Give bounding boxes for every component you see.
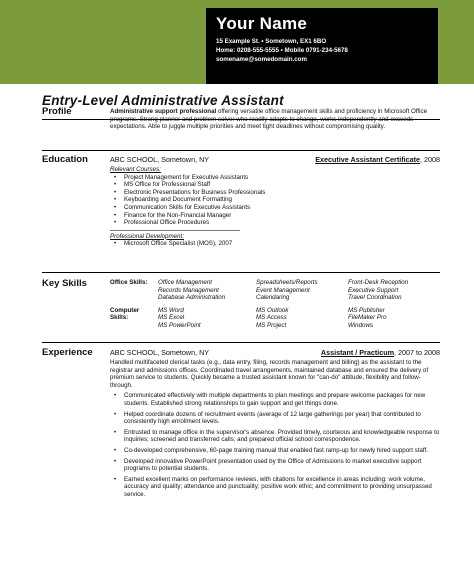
divider: [110, 230, 240, 231]
skill: MS Access: [256, 314, 287, 322]
list-item: • Earned excellent marks on performance reviews, with citations for excellence in areas including: work volume, accuracy and quality; attendance and punctuality; positive work ethic; and commitment to providing unsurpassed service.: [110, 476, 440, 499]
skill: Front-Desk Reception: [348, 279, 409, 286]
list-item: • Entrusted to manage office in the supervisor's absence. Provided timely, courteous and knowledgeable response to inquiries; screened and transferred calls; and prepared official school correspondence.: [110, 429, 440, 444]
education-school: ABC SCHOOL, Sometown, NY: [110, 155, 210, 164]
experience-row: [110, 348, 440, 357]
experience-summary: Handled multifaceted clerical tasks (e.g., data entry, filing, records management and billing) as the assistant to the registrar and admissions offices. Coordinated travel arrangements, maintained database and ensured the delivery of premium service to students. Quickly became a trusted assistant known for "can-do" attitude, flexibility and follow-through.: [110, 359, 429, 389]
experience-years: , 2007 to 2008: [394, 348, 440, 357]
list-item: • Developed innovative PowerPoint presentation used by the Office of Admissions to market executive support programs to potential students.: [110, 458, 440, 473]
skill: Records Management: [158, 286, 219, 294]
list-item: • Communicated effectively with multiple departments to plan meetings and prepare welcome packages for new students. Established strong relationships to gain support and get things done.: [110, 392, 440, 407]
skill: Spreadsheets/Reports: [256, 279, 318, 286]
skills-rule: [42, 272, 440, 273]
skills-block: [110, 279, 440, 330]
skill: MS PowerPoint: [158, 321, 201, 329]
skill: Executive Support: [348, 286, 399, 294]
education-year: , 2008: [420, 155, 440, 164]
address: 15 Example St. • Sometown, EX1 6BO: [216, 38, 327, 45]
experience-rule: [42, 342, 440, 343]
skill-column: [256, 279, 348, 302]
experience-bullets: [110, 392, 440, 498]
list-item: • Communication Skills for Executive Assistants: [110, 204, 440, 212]
computer-skills-label: Computer Skills:: [110, 306, 140, 322]
list-item: • Co-developed comprehensive, 60-page training manual that enabled fast ramp-up for newly hired support staff.: [110, 447, 440, 455]
education-rule: [42, 150, 440, 151]
skill: MS Publisher: [348, 306, 385, 314]
skill: Office Management: [158, 279, 212, 286]
skill-column: [256, 307, 348, 330]
profile-label: Profile: [42, 106, 72, 117]
pd-list: [110, 240, 440, 248]
skills-label: Key Skills: [42, 278, 87, 289]
profile-lead: Administrative support professional: [110, 108, 217, 115]
skill: MS Word: [158, 306, 184, 314]
resume-title: Entry-Level Administrative Assistant: [42, 93, 284, 108]
applicant-name: Your Name: [216, 14, 308, 33]
skill: MS Outlook: [256, 306, 289, 314]
phones: Home: 0208-555-5555 • Mobile 0791-234-5678: [216, 47, 348, 54]
skill: Calendaring: [256, 294, 290, 302]
list-item: • Helped coordinate dozens of recruitment events (average of 12 large gatherings per year) that contributed to consistently high enrollment levels.: [110, 411, 440, 426]
list-item: • Electronic Presentations for Business Professionals: [110, 189, 440, 197]
skill-column: [158, 307, 256, 330]
email[interactable]: somename@somedomain.com: [216, 56, 307, 63]
name-box: [206, 8, 438, 84]
skill-column: [348, 279, 440, 302]
education-label: Education: [42, 154, 88, 165]
profile-text: [110, 108, 440, 131]
experience-role: Assistant / Practicum: [320, 348, 395, 357]
courses-list: [110, 174, 440, 227]
skill-column: [158, 279, 256, 302]
list-item: • MS Office for Professional Staff: [110, 181, 440, 189]
skill-column: [348, 307, 440, 330]
education-cert: Executive Assistant Certificate: [315, 155, 421, 164]
contact-block: [216, 37, 428, 64]
experience-school: ABC SCHOOL, Sometown, NY: [110, 348, 210, 357]
skill: Database Administration: [158, 294, 226, 302]
header-band: [0, 0, 474, 84]
office-skills-row: [110, 279, 440, 302]
education-block: [110, 155, 440, 248]
computer-skills-row: [110, 307, 440, 330]
skill: MS Project: [256, 321, 287, 329]
office-skills-label: Office Skills:: [110, 279, 148, 286]
skill: Windows: [348, 321, 374, 329]
courses-label: Relevant Courses:: [110, 166, 161, 173]
pd-label: Professional Development:: [110, 232, 184, 240]
list-item: • Microsoft Office Specialist (MOS), 2007: [110, 240, 440, 248]
list-item: • Project Management for Executive Assistants: [110, 174, 440, 182]
experience-label: Experience: [42, 347, 93, 358]
education-row: [110, 155, 440, 164]
list-item: • Keyboarding and Document Formatting: [110, 196, 440, 204]
skill: Event Management: [256, 286, 310, 294]
profile-body: offering versatile office management skills and proficiency in Microsoft Office programs. Strong planner and problem solver who readily adapts to change, works independently and exceeds expectations. Able to juggle multiple priorities and meet tight deadlines without compromising quality.: [110, 108, 428, 131]
experience-block: [110, 348, 440, 499]
skill: Travel Coordination: [348, 294, 402, 302]
skill: FileMaker Pro: [348, 314, 387, 322]
skill: MS Excel: [158, 314, 185, 322]
list-item: • Finance for the Non-Financial Manager: [110, 212, 440, 220]
list-item: • Professional Office Procedures: [110, 219, 440, 227]
